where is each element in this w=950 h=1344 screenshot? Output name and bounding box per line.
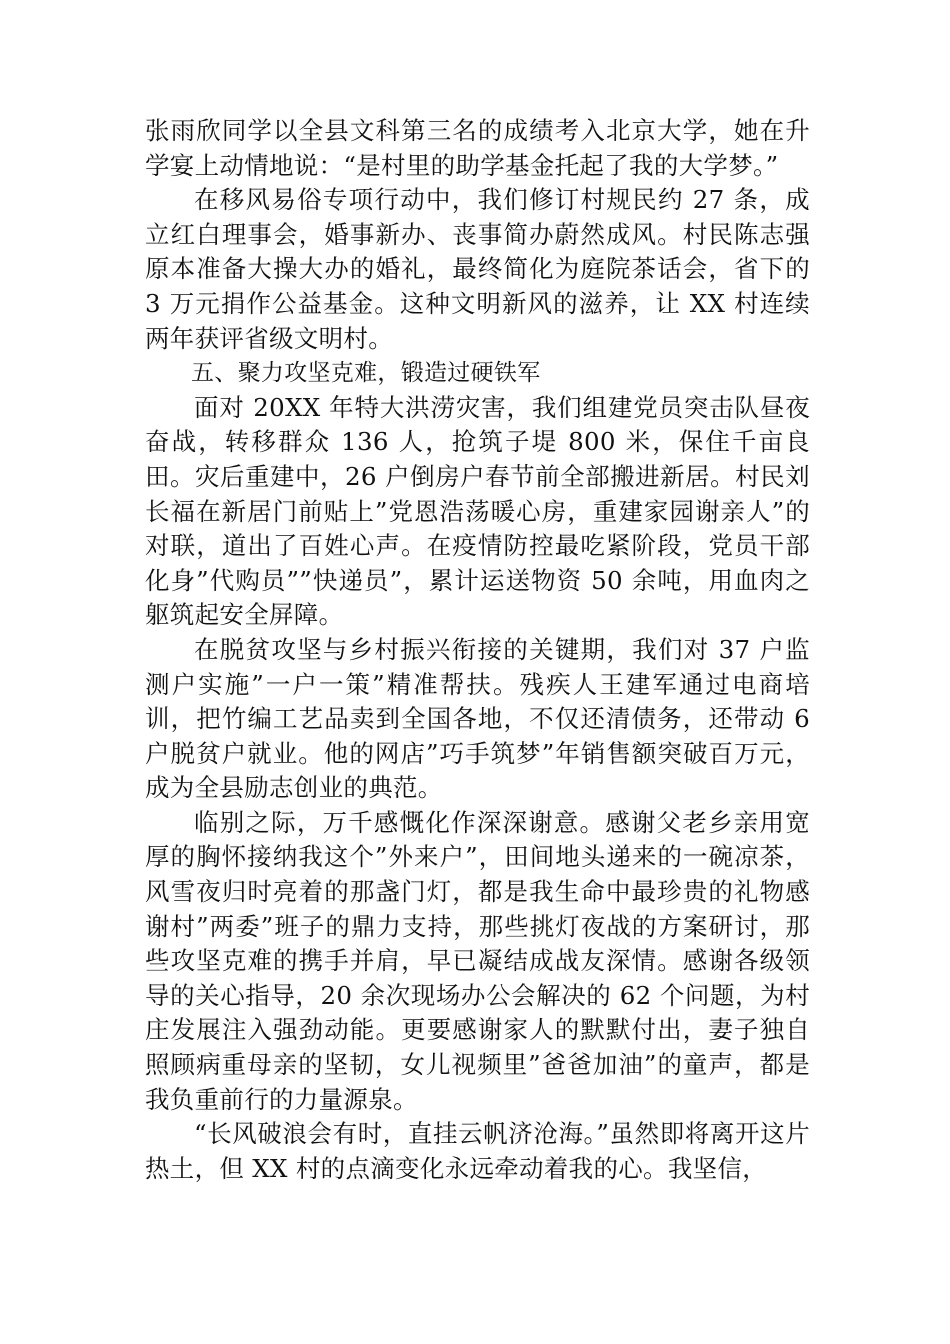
paragraph-customs-reform: 在移风易俗专项行动中，我们修订村规民约 27 条，成立红白理事会，婚事新办、丧事简办蔚然成风。村民陈志强原本准备大操大办的婚礼，最终简化为庭院茶话会，省下的 3 万元捐作公益基金。这种文明新风的滋养，让 XX 村连续两年获评省级文明村。: [145, 185, 810, 353]
section-heading-five: 五、聚力攻坚克难，锻造过硬铁军: [191, 360, 541, 387]
paragraph-flood-relief: 面对 20XX 年特大洪涝灾害，我们组建党员突击队昼夜奋战，转移群众 136 人，抢筑子堤 800 米，保住千亩良田。灾后重建中，26 户倒房户春节前全部搬进新居。村民刘长福在新居门前贴上”党恩浩荡暖心房，重建家园谢亲人”的对联，道出了百姓心声。在疫情防控最吃紧阶段，党员干部化身”代购员””快递员”，累计运送物资 50 余吨，用血肉之躯筑起安全屏障。: [145, 392, 810, 630]
paragraph-poverty-alleviation: 在脱贫攻坚与乡村振兴衔接的关键期，我们对 37 户监测户实施”一户一策”精准帮扶。残疾人王建军通过电商培训，把竹编工艺品卖到全国各地，不仅还清债务，还带动 6 户脱贫户就业。他的网店”巧手筑梦”年销售额突破百万元，成为全县励志创业的典范。: [145, 634, 810, 803]
paragraph-scholarship-story: 张雨欣同学以全县文科第三名的成绩考入北京大学，她在升学宴上动情地说：“是村里的助学基金托起了我的大学梦。”: [145, 116, 810, 180]
paragraph-gratitude: 临别之际，万千感慨化作深深谢意。感谢父老乡亲用宽厚的胸怀接纳我这个”外来户”，田间地头递来的一碗凉茶，风雪夜归时亮着的那盏门灯，都是我生命中最珍贵的礼物感谢村”两委”班子的鼎力支持，那些挑灯夜战的方案研讨，那些攻坚克难的携手并肩，早已凝结成战友深情。感谢各级领导的关心指导，20 余次现场办公会解决的 62 个问题，为村庄发展注入强劲动能。更要感谢家人的默默付出，妻子独自照顾病重母亲的坚韧，女儿视频里”爸爸加油”的童声，都是我负重前行的力量源泉。: [145, 807, 810, 1114]
paragraph-closing: “长风破浪会有时，直挂云帆济沧海。”虽然即将离开这片热土，但 XX 村的点滴变化永远牵动着我的心。我坚信，: [145, 1119, 810, 1183]
document-body: [145, 114, 810, 1186]
